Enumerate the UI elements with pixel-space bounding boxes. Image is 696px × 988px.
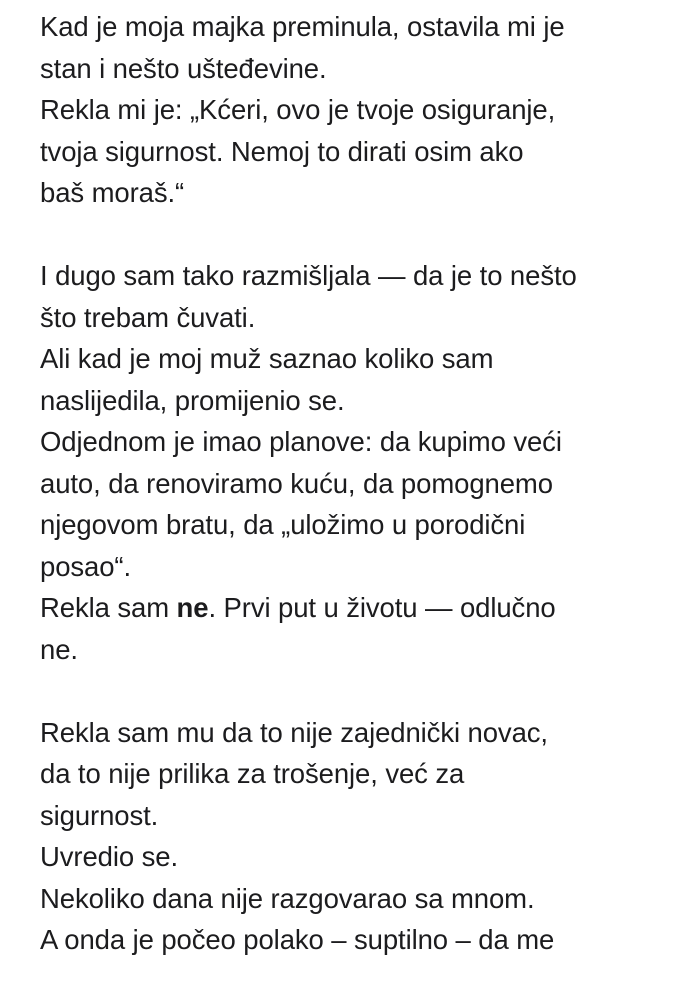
text-line: tvoja sigurnost. Nemoj to dirati osim ako bbox=[40, 135, 524, 167]
text-line: stan i nešto ušteđevine. bbox=[40, 52, 327, 84]
text-line: Uvredio se. bbox=[40, 841, 178, 872]
paragraph-gap bbox=[40, 214, 680, 256]
text-line-emphasis bbox=[40, 587, 680, 629]
text-segment: . Prvi put u životu — odlučno bbox=[208, 592, 556, 623]
text-line: A onda je počeo polako – suptilno – da me bbox=[40, 924, 555, 955]
paragraph-1 bbox=[40, 6, 680, 214]
text-line: Rekla sam mu da to nije zajednički novac, bbox=[40, 716, 548, 748]
text-line: auto, da renoviramo kuću, da pomognemo bbox=[40, 467, 553, 499]
text-line: baš moraš.“ bbox=[40, 177, 185, 208]
text-line: ne. bbox=[40, 633, 78, 665]
bold-word: ne bbox=[176, 592, 209, 623]
paragraph-2 bbox=[40, 255, 680, 670]
document-text bbox=[40, 6, 680, 961]
text-line: Rekla mi je: „Kćeri, ovo je tvoje osiguranje, bbox=[40, 94, 556, 125]
text-segment: Rekla sam bbox=[40, 592, 177, 623]
text-line: I dugo sam tako razmišljala — da je to nešto bbox=[40, 260, 577, 291]
text-line: Kad je moja majka preminula, ostavila mi je bbox=[40, 11, 565, 42]
text-line: naslijedila, promijenio se. bbox=[40, 384, 345, 416]
text-line: sigurnost. bbox=[40, 799, 159, 831]
text-line: Ali kad je moj muž saznao koliko sam bbox=[40, 343, 494, 374]
text-line: posao“. bbox=[40, 550, 132, 582]
text-line: Nekoliko dana nije razgovarao sa mnom. bbox=[40, 882, 535, 914]
text-line: što trebam čuvati. bbox=[40, 301, 256, 333]
paragraph-gap bbox=[40, 670, 680, 712]
text-line: njegovom bratu, da „uložimo u porodični bbox=[40, 509, 526, 540]
text-line: da to nije prilika za trošenje, već za bbox=[40, 758, 465, 789]
text-line: Odjednom je imao planove: da kupimo veći bbox=[40, 426, 562, 457]
paragraph-3 bbox=[40, 712, 680, 961]
